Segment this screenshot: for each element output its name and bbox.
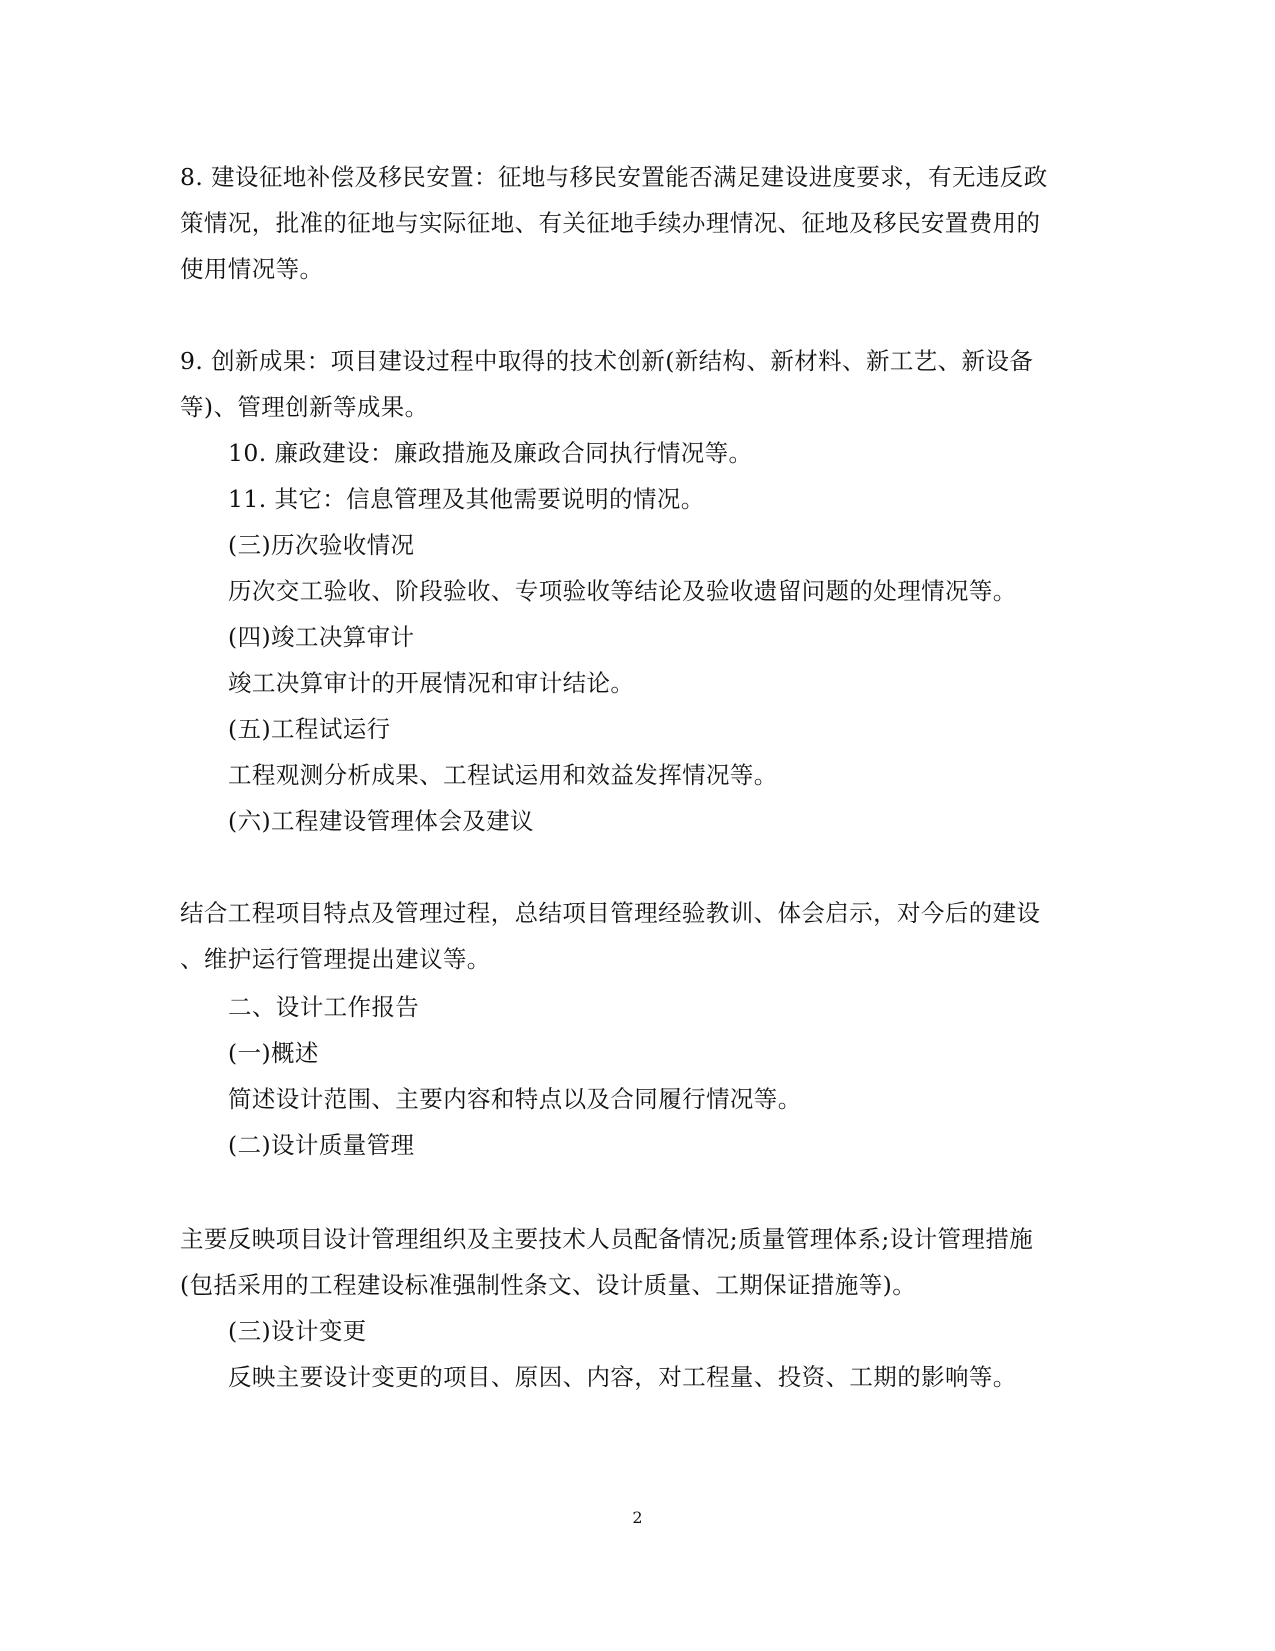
page-number: 2 — [632, 1508, 643, 1527]
paragraph-line: 等)、管理创新等成果。 — [180, 393, 429, 421]
paragraph-line: 主要反映项目设计管理组织及主要技术人员配备情况;质量管理体系;设计管理措施 — [180, 1225, 1034, 1253]
paragraph-line: (包括采用的工程建设标准强制性条文、设计质量、工期保证措施等)。 — [180, 1271, 917, 1299]
section-heading: (一)概述 — [228, 1039, 319, 1067]
paragraph-line: 8. 建设征地补偿及移民安置：征地与移民安置能否满足建设进度要求，有无违反政 — [180, 163, 1048, 191]
paragraph-line: 竣工决算审计的开展情况和审计结论。 — [228, 669, 635, 697]
paragraph-line: 9. 创新成果：项目建设过程中取得的技术创新(新结构、新材料、新工艺、新设备 — [180, 347, 1034, 375]
paragraph-line: 反映主要设计变更的项目、原因、内容，对工程量、投资、工期的影响等。 — [228, 1363, 1017, 1391]
paragraph-line: 使用情况等。 — [180, 255, 324, 283]
paragraph-line: 11. 其它：信息管理及其他需要说明的情况。 — [228, 485, 705, 513]
section-heading: (六)工程建设管理体会及建议 — [228, 807, 534, 835]
paragraph-line: 10. 廉政建设：廉政措施及廉政合同执行情况等。 — [228, 439, 753, 467]
section-heading: (四)竣工决算审计 — [228, 623, 415, 651]
section-heading: (三)历次验收情况 — [228, 531, 415, 559]
paragraph-line: 结合工程项目特点及管理过程，总结项目管理经验教训、体会启示，对今后的建设 — [180, 899, 1041, 927]
paragraph-line: 历次交工验收、阶段验收、专项验收等结论及验收遗留问题的处理情况等。 — [228, 577, 1017, 605]
chapter-heading: 二、设计工作报告 — [228, 993, 420, 1021]
paragraph-line: 策情况，批准的征地与实际征地、有关征地手续办理情况、征地及移民安置费用的 — [180, 209, 1041, 237]
paragraph-line: 、维护运行管理提出建议等。 — [180, 945, 491, 973]
section-heading: (三)设计变更 — [228, 1317, 367, 1345]
paragraph-line: 简述设计范围、主要内容和特点以及合同履行情况等。 — [228, 1085, 802, 1113]
section-heading: (二)设计质量管理 — [228, 1131, 415, 1159]
section-heading: (五)工程试运行 — [228, 715, 391, 743]
paragraph-line: 工程观测分析成果、工程试运用和效益发挥情况等。 — [228, 761, 778, 789]
